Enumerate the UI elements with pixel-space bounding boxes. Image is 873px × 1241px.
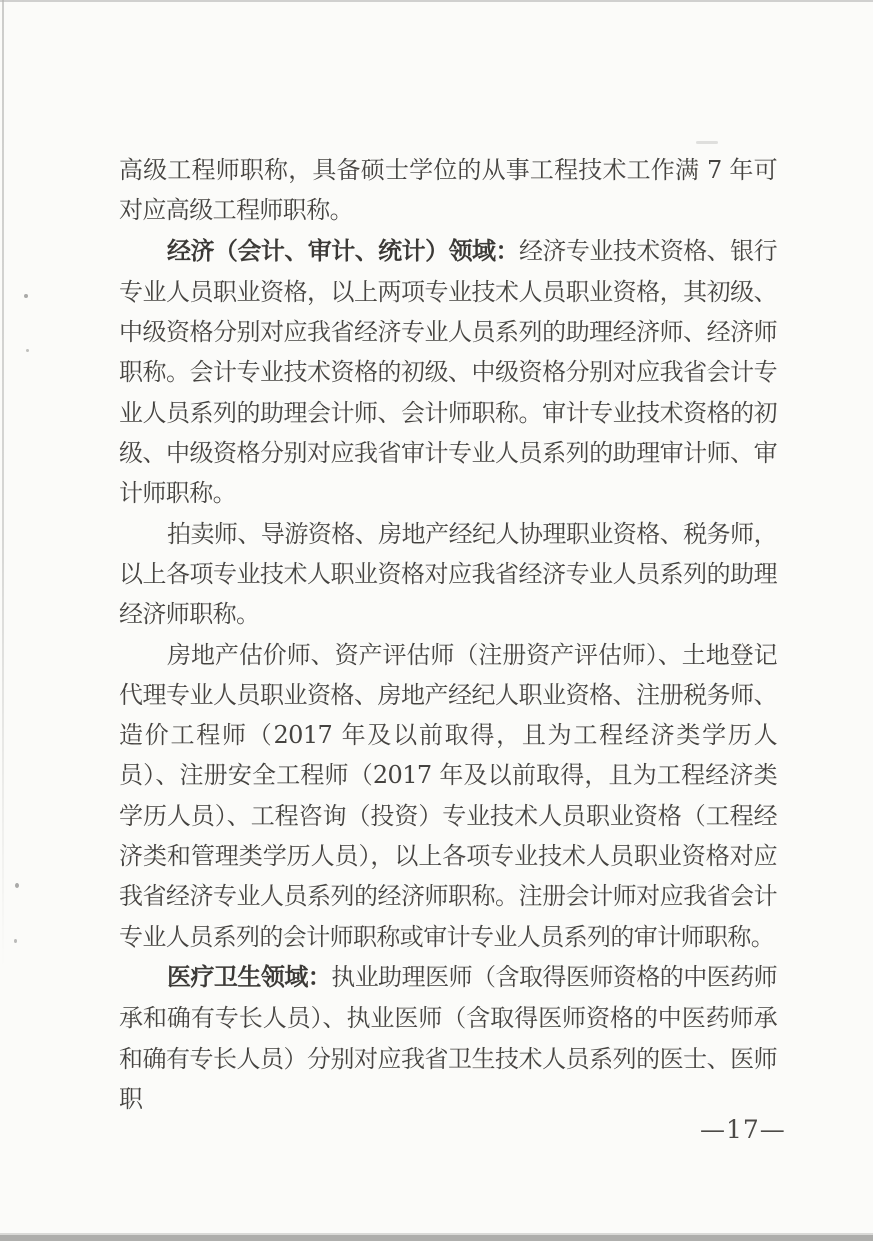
- paragraph: [119, 150, 777, 231]
- scan-speck: [15, 883, 19, 888]
- paragraph: [119, 514, 777, 635]
- paragraph-text: 高级工程师职称，具备硕士学位的从事工程技术工作满 7 年可对应高级工程师职称。: [119, 156, 777, 225]
- page-number: —17—: [700, 1115, 786, 1144]
- paragraph: [119, 231, 777, 514]
- scan-smudge: [696, 141, 718, 144]
- paragraph-lead: 医疗卫生领域：: [167, 963, 332, 991]
- paragraph: [119, 957, 777, 1119]
- scan-edge-left: [2, 0, 4, 968]
- paragraph-lead: 经济（会计、审计、统计）领域：: [167, 237, 519, 265]
- scan-edge-bottom: [0, 1235, 873, 1241]
- paragraph-text: 经济专业技术资格、银行专业人员职业资格，以上两项专业技术人员职业资格，其初级、中级资格分别对应我省经济专业人员系列的助理经济师、经济师职称。会计专业技术资格的初级、中级资格分别对应我省会计专业人员系列的助理会计师、会计师职称。审计专业技术资格的初级、中级资格分别对应我省审计专业人员系列的助理审计师、审计师职称。: [119, 236, 778, 508]
- document-body: [119, 150, 777, 1119]
- scan-edge-top: [0, 0, 873, 2]
- scan-speck: [24, 294, 28, 298]
- paragraph-text: 拍卖师、导游资格、房地产经纪人协理职业资格、税务师，以上各项专业技术人职业资格对应我省经济专业人员系列的助理经济师职称。: [119, 519, 777, 629]
- scan-speck: [26, 349, 29, 352]
- scan-speck: [14, 939, 17, 943]
- paragraph: [119, 635, 777, 957]
- paragraph-text: 执业助理医师（含取得医师资格的中医药师承和确有专长人员）、执业医师（含取得医师资格的中医药师承和确有专长人员）分别对应我省卫生技术人员系列的医士、医师职: [119, 962, 777, 1113]
- paragraph-text: 房地产估价师、资产评估师（注册资产评估师）、土地登记代理专业人员职业资格、房地产经纪人职业资格、注册税务师、造价工程师（2017 年及以前取得，且为工程经济类学历人员）、注册安全工程师（2017 年及以前取得，且为工程经济类学历人员）、工程咨询（投资）专业技术人员职业资格（工程经济类和管理类学历人员），以上各项专业技术人员职业资格对应我省经济专业人员系列的经济师职称。注册会计师对应我省会计专业人员系列的会计师职称或审计专业人员系列的审计师职称。: [119, 640, 777, 951]
